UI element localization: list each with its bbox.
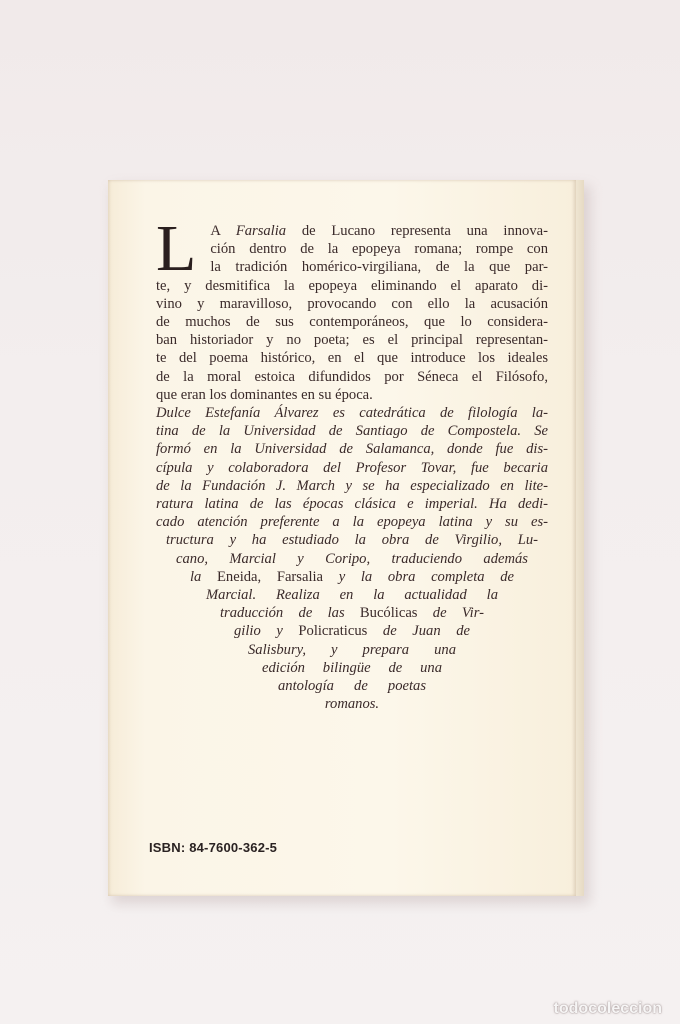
- description-paragraph: [156, 277, 548, 404]
- text-line: que eran los dominantes en su época.: [156, 386, 373, 403]
- text-line: [156, 659, 548, 677]
- text-segment: tructura y ha estudiado la obra de Virgilio, Lu-: [166, 532, 538, 549]
- text-line: [156, 404, 548, 422]
- text-line: te del poema histórico, en el que introduce los ideales: [156, 350, 548, 367]
- text-segment: de Juan de: [367, 623, 470, 640]
- text-line: [156, 677, 548, 695]
- text-segment: ción dentro de la epopeya romana; rompe con: [210, 241, 548, 258]
- text-line: [156, 604, 548, 622]
- text-segment: Farsalia: [235, 223, 287, 239]
- text-segment: Marcial. Realiza en la actualidad la: [206, 587, 498, 604]
- book-page-edge: [576, 180, 584, 896]
- text-segment: romanos.: [324, 696, 380, 713]
- text-line: [156, 586, 548, 604]
- text-line: vino y maravilloso, provocando con ello la acusación: [156, 295, 548, 312]
- text-segment: gilio y: [234, 623, 299, 640]
- isbn-label: ISBN: 84-7600-362-5: [149, 840, 278, 855]
- text-line: [156, 459, 548, 477]
- text-line: [156, 477, 548, 495]
- text-segment: cano, Marcial y Coripo, traduciendo además: [176, 550, 528, 567]
- author-bio-paragraph: [156, 404, 548, 713]
- intro-paragraph: [156, 212, 548, 285]
- text-segment: tina de la Universidad de Santiago de Compostela. Se: [156, 423, 548, 440]
- drop-cap: L: [156, 212, 197, 285]
- text-line: [156, 568, 548, 586]
- text-segment: antología de poetas: [278, 678, 426, 695]
- watermark-logo: todocoleccion: [553, 1000, 662, 1017]
- text-line: [156, 641, 548, 659]
- text-line: [156, 531, 548, 549]
- blurb-text: [156, 212, 548, 713]
- text-segment: Dulce Estefanía Álvarez es catedrática de filología la-: [156, 405, 548, 422]
- text-line: [156, 550, 548, 568]
- text-segment: formó en la Universidad de Salamanca, donde fue dis-: [156, 441, 548, 458]
- text-line: [156, 495, 548, 513]
- text-segment: edición bilingüe de una: [262, 659, 442, 676]
- text-segment: ratura latina de las épocas clásica e imperial. Ha dedi-: [156, 496, 548, 513]
- text-segment: la tradición homérico-virgiliana, de la que par-: [210, 259, 548, 276]
- text-segment: A: [210, 223, 236, 239]
- text-line: [156, 240, 548, 258]
- text-line: [156, 622, 548, 640]
- text-segment: de Lucano representa una innova-: [286, 223, 548, 239]
- text-line: [156, 440, 548, 458]
- text-line: [156, 513, 548, 531]
- text-segment: traducción de las: [220, 605, 360, 622]
- text-segment: cado atención preferente a la epopeya latina y su es-: [156, 514, 548, 531]
- text-segment: de la Fundación J. March y se ha especializado en lite-: [156, 477, 548, 494]
- text-segment: de Vir-: [417, 605, 484, 622]
- text-line: [156, 422, 548, 440]
- text-segment: Policraticus: [298, 623, 368, 640]
- text-line: ban historiador y no poeta; es el principal representan-: [156, 332, 548, 349]
- text-line: [156, 258, 548, 276]
- text-segment: y la obra completa de: [323, 568, 515, 585]
- text-line: de la moral estoica difundidos por Séneca el Filósofo,: [156, 368, 548, 385]
- text-line: de muchos de sus contemporáneos, que lo considera-: [156, 314, 548, 331]
- text-segment: la: [190, 568, 218, 585]
- text-segment: Eneida, Farsalia: [217, 568, 324, 585]
- text-segment: Bucólicas: [359, 605, 418, 622]
- text-line: [156, 695, 548, 713]
- book-back-cover: [108, 180, 576, 896]
- text-segment: cípula y colaboradora del Profesor Tovar, fue becaria: [156, 459, 548, 476]
- text-line: [156, 222, 548, 240]
- text-line: te, y desmitifica la epopeya eliminando el aparato di-: [156, 277, 548, 294]
- text-segment: Salisbury, y prepara una: [248, 641, 456, 658]
